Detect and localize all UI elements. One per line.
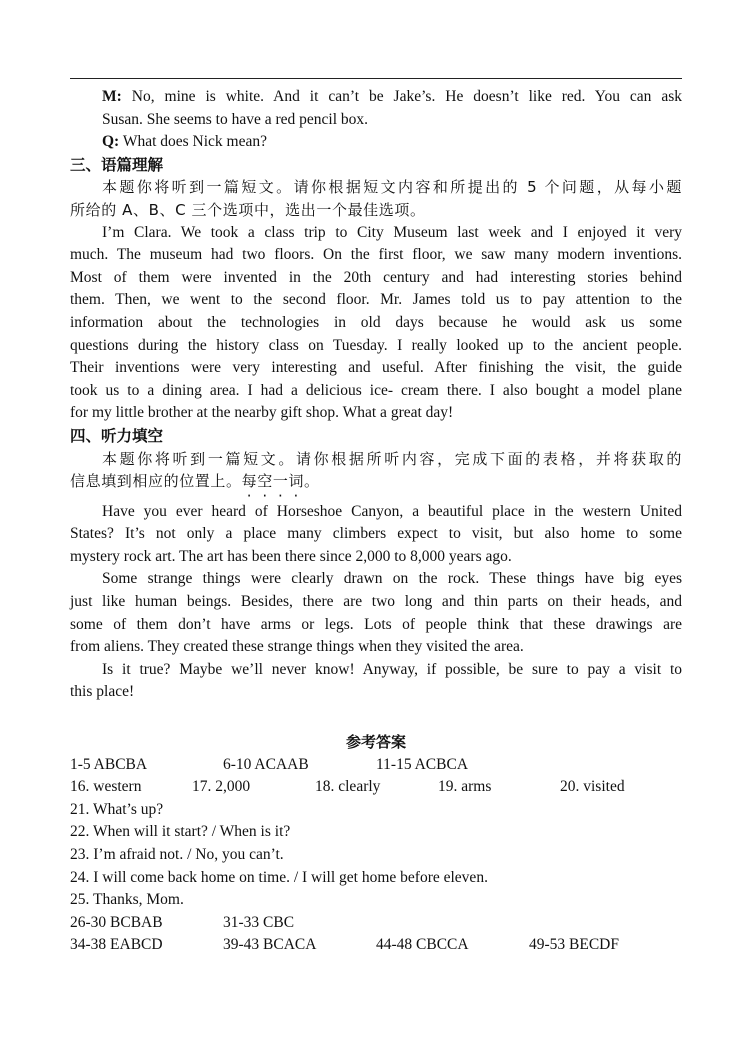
passage-line: them. Then, we went to the second floor. Mr. James told us to pay attention to the bbox=[70, 291, 682, 309]
passage-line: States? It’s not only a place many climbers expect to visit, but also home to some bbox=[70, 525, 682, 543]
answer-line: 24. I will come back home on time. / I will get home before eleven. bbox=[70, 868, 488, 886]
speaker-m: M: bbox=[102, 88, 122, 105]
dialogue-question bbox=[70, 131, 682, 154]
passage-line: some of them don’t have arms or legs. Lots of people think that these drawings are bbox=[70, 615, 682, 633]
answer-item: 20. visited bbox=[560, 778, 625, 796]
answer-item: 49-53 BECDF bbox=[529, 936, 619, 954]
answer-item: 34-38 EABCD bbox=[70, 936, 163, 954]
section4-instruction-line2 bbox=[70, 470, 682, 493]
emphasis-char: 每 bbox=[241, 472, 258, 491]
passage-line: for my little brother at the nearby gift shop. What a great day! bbox=[70, 404, 454, 422]
passage-line: I’m Clara. We took a class trip to City Museum last week and I enjoyed it very bbox=[102, 223, 682, 241]
passage-line: took us to a dining area. I had a delicious ice- cream there. I also bought a model plane bbox=[70, 381, 682, 399]
answer-line: 23. I’m afraid not. / No, you can’t. bbox=[70, 846, 284, 863]
speaker-q: Q: bbox=[102, 133, 120, 151]
page-content bbox=[70, 86, 682, 957]
answer-row bbox=[70, 754, 682, 777]
section4-instruction-line1: 本题你将听到一篇短文。请你根据所听内容，完成下面的表格，并将获取的 bbox=[102, 449, 682, 468]
passage-line: mystery rock art. The art has been there since 2,000 to 8,000 years ago. bbox=[70, 547, 512, 565]
header-rule bbox=[70, 78, 682, 79]
passage-line: much. The museum had two floors. On the first floor, we saw many modern inventions. bbox=[70, 246, 682, 264]
passage-line: questions during the history class on Tuesday. I really looked up to the ancient people. bbox=[70, 336, 682, 354]
passage-line: this place! bbox=[70, 683, 135, 701]
answer-row bbox=[70, 776, 682, 799]
answer-item: 17. 2,000 bbox=[192, 778, 251, 796]
section4-heading: 四、听力填空 bbox=[70, 426, 164, 445]
answer-line: 22. When will it start? / When is it? bbox=[70, 823, 291, 841]
passage-line: Their inventions were very interesting and useful. After finishing the visit, the guide bbox=[70, 359, 682, 377]
dialogue-m-line2: Susan. She seems to have a red pencil box. bbox=[102, 110, 369, 128]
dialogue-m-text: No, mine is white. And it can’t be Jake’s. He doesn’t like red. You can ask bbox=[131, 88, 683, 105]
emphasis-char: 词 bbox=[288, 472, 305, 491]
passage-line: from aliens. They created these strange things when they visited the area. bbox=[70, 638, 524, 656]
answer-item: 16. western bbox=[70, 778, 142, 796]
emphasis-char: 一 bbox=[272, 472, 289, 491]
section3-instruction-line2: 所给的 A、B、C 三个选项中，选出一个最佳选项。 bbox=[70, 200, 426, 219]
question-text: What does Nick mean? bbox=[122, 133, 268, 151]
answer-item: 31-33 CBC bbox=[223, 913, 295, 931]
answer-item: 6-10 ACAAB bbox=[223, 755, 309, 773]
answers-title: 参考答案 bbox=[345, 733, 406, 752]
answer-item: 39-43 BCACA bbox=[223, 936, 317, 954]
answer-item: 19. arms bbox=[438, 778, 492, 796]
passage-line: Is it true? Maybe we’ll never know! Anyway, if possible, be sure to pay a visit to bbox=[102, 660, 682, 678]
instruction-text: 信息填到相应的位置上。 bbox=[70, 472, 242, 491]
emphasis-char: 空 bbox=[257, 472, 273, 491]
passage-line: Have you ever heard of Horseshoe Canyon, a beautiful place in the western United bbox=[102, 502, 682, 520]
passage-line: just like human beings. Besides, there are two long and thin parts on their heads, and bbox=[70, 593, 682, 611]
answer-item: 18. clearly bbox=[315, 778, 381, 796]
instruction-text: 。 bbox=[304, 472, 320, 491]
dialogue-m-line1 bbox=[70, 86, 682, 109]
answer-item: 44-48 CBCCA bbox=[376, 936, 469, 954]
answer-row bbox=[70, 934, 682, 957]
answer-item: 11-15 ACBCA bbox=[376, 755, 469, 773]
answer-row bbox=[70, 912, 682, 935]
answer-item: 1-5 ABCBA bbox=[70, 755, 148, 773]
passage-line: Some strange things were clearly drawn on the rock. These things have big eyes bbox=[102, 570, 682, 588]
passage-line: information about the technologies in old days because he would ask us some bbox=[70, 313, 682, 331]
answer-line: 21. What’s up? bbox=[70, 800, 164, 818]
section3-instruction-line1: 本题你将听到一篇短文。请你根据短文内容和所提出的 5 个问题，从每小题 bbox=[102, 178, 682, 197]
answer-item: 26-30 BCBAB bbox=[70, 913, 163, 931]
passage-line: Most of them were invented in the 20th century and had interesting stories behind bbox=[70, 268, 682, 286]
section3-heading: 三、语篇理解 bbox=[70, 155, 164, 174]
answer-line: 25. Thanks, Mom. bbox=[70, 891, 184, 909]
